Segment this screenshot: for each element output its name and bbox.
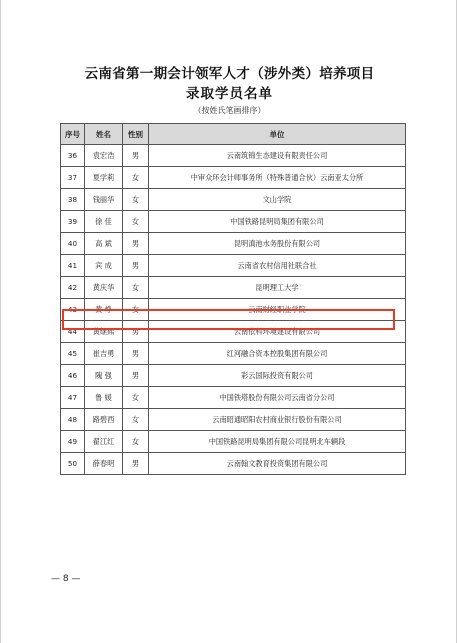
- cell-name: 高 斌: [85, 233, 123, 255]
- cell-unit: 中国铁路昆明局集团有限公司: [149, 211, 406, 233]
- cell-number: 48: [61, 409, 85, 431]
- cell-name: 钱丽华: [85, 189, 123, 211]
- table-row: [61, 189, 406, 211]
- cell-gender: 女: [123, 299, 149, 321]
- column-header-name: 姓名: [85, 124, 123, 145]
- cell-number: 45: [61, 343, 85, 365]
- cell-number: 40: [61, 233, 85, 255]
- student-roster-table: [60, 123, 406, 475]
- cell-gender: 男: [123, 255, 149, 277]
- cell-unit: 昆明滇池水务股份有限公司: [149, 233, 406, 255]
- cell-gender: 女: [123, 167, 149, 189]
- cell-name: 路碧西: [85, 409, 123, 431]
- cell-gender: 女: [123, 431, 149, 453]
- document-subtitle: （按姓氏笔画排序）: [193, 106, 266, 115]
- cell-gender: 女: [123, 387, 149, 409]
- document-title: 云南省第一期会计领军人才（涉外类）培养项目: [84, 66, 375, 82]
- cell-unit: 云南翰文教育投资集团有限公司: [149, 453, 406, 475]
- cell-name: 宾 成: [85, 255, 123, 277]
- cell-gender: 男: [123, 233, 149, 255]
- cell-name: 夏学莉: [85, 167, 123, 189]
- cell-name: 黄庆华: [85, 277, 123, 299]
- cell-gender: 女: [123, 277, 149, 299]
- cell-number: 46: [61, 365, 85, 387]
- table-row-highlighted: [61, 299, 406, 321]
- cell-gender: 男: [123, 343, 149, 365]
- cell-name: 鲁 媛: [85, 387, 123, 409]
- cell-number: 49: [61, 431, 85, 453]
- cell-name: 黄 峥: [85, 299, 123, 321]
- cell-unit: 中审众环会计师事务所（特殊普通合伙）云南亚太分所: [149, 167, 406, 189]
- cell-gender: 男: [123, 321, 149, 343]
- cell-number: 43: [61, 299, 85, 321]
- cell-gender: 男: [123, 453, 149, 475]
- table-row: [61, 167, 406, 189]
- cell-unit: 云南昭通昭阳农村商业银行股份有限公司: [149, 409, 406, 431]
- cell-unit: 昆明理工大学: [149, 277, 406, 299]
- cell-number: 50: [61, 453, 85, 475]
- page-number: — 8 —: [51, 574, 81, 584]
- table-row: [61, 365, 406, 387]
- cell-gender: 男: [123, 145, 149, 167]
- document-title-line2: 录取学员名单: [186, 86, 273, 102]
- cell-number: 38: [61, 189, 85, 211]
- cell-unit: 云南财经职业学院: [149, 299, 406, 321]
- table-row: [61, 233, 406, 255]
- cell-unit: 云南省农村信用社联合社: [149, 255, 406, 277]
- table-row: [61, 255, 406, 277]
- cell-gender: 男: [123, 365, 149, 387]
- cell-unit: 彩云国际投资有限公司: [149, 365, 406, 387]
- cell-number: 44: [61, 321, 85, 343]
- cell-unit: 中国铁塔股份有限公司云南省分公司: [149, 387, 406, 409]
- cell-gender: 女: [123, 409, 149, 431]
- table-row: [61, 453, 406, 475]
- table-row: [61, 211, 406, 233]
- table-header-row: [61, 124, 406, 145]
- column-header-unit: 单位: [149, 124, 406, 145]
- cell-name: 袁宏浩: [85, 145, 123, 167]
- table-row: [61, 277, 406, 299]
- cell-number: 41: [61, 255, 85, 277]
- cell-unit: 文山学院: [149, 189, 406, 211]
- cell-unit: 云南依科环境建设有限公司: [149, 321, 406, 343]
- table-row: [61, 343, 406, 365]
- table-row: [61, 387, 406, 409]
- cell-number: 42: [61, 277, 85, 299]
- column-header-number: 序号: [61, 124, 85, 145]
- table-row: [61, 321, 406, 343]
- table-row: [61, 145, 406, 167]
- cell-number: 36: [61, 145, 85, 167]
- cell-name: 黄继熙: [85, 321, 123, 343]
- cell-gender: 女: [123, 211, 149, 233]
- cell-name: 隗 强: [85, 365, 123, 387]
- cell-name: 薛春明: [85, 453, 123, 475]
- cell-number: 47: [61, 387, 85, 409]
- table-row: [61, 409, 406, 431]
- cell-number: 37: [61, 167, 85, 189]
- cell-unit: 红河融合资本控股集团有限公司: [149, 343, 406, 365]
- table-row: [61, 431, 406, 453]
- cell-unit: 中国铁路昆明局集团有限公司昆明北车辆段: [149, 431, 406, 453]
- cell-number: 39: [61, 211, 85, 233]
- cell-name: 崔吉勇: [85, 343, 123, 365]
- column-header-gender: 性别: [123, 124, 149, 145]
- cell-name: 徐 佳: [85, 211, 123, 233]
- cell-gender: 女: [123, 189, 149, 211]
- cell-name: 翟江红: [85, 431, 123, 453]
- cell-unit: 云南筑锦生态建设有限责任公司: [149, 145, 406, 167]
